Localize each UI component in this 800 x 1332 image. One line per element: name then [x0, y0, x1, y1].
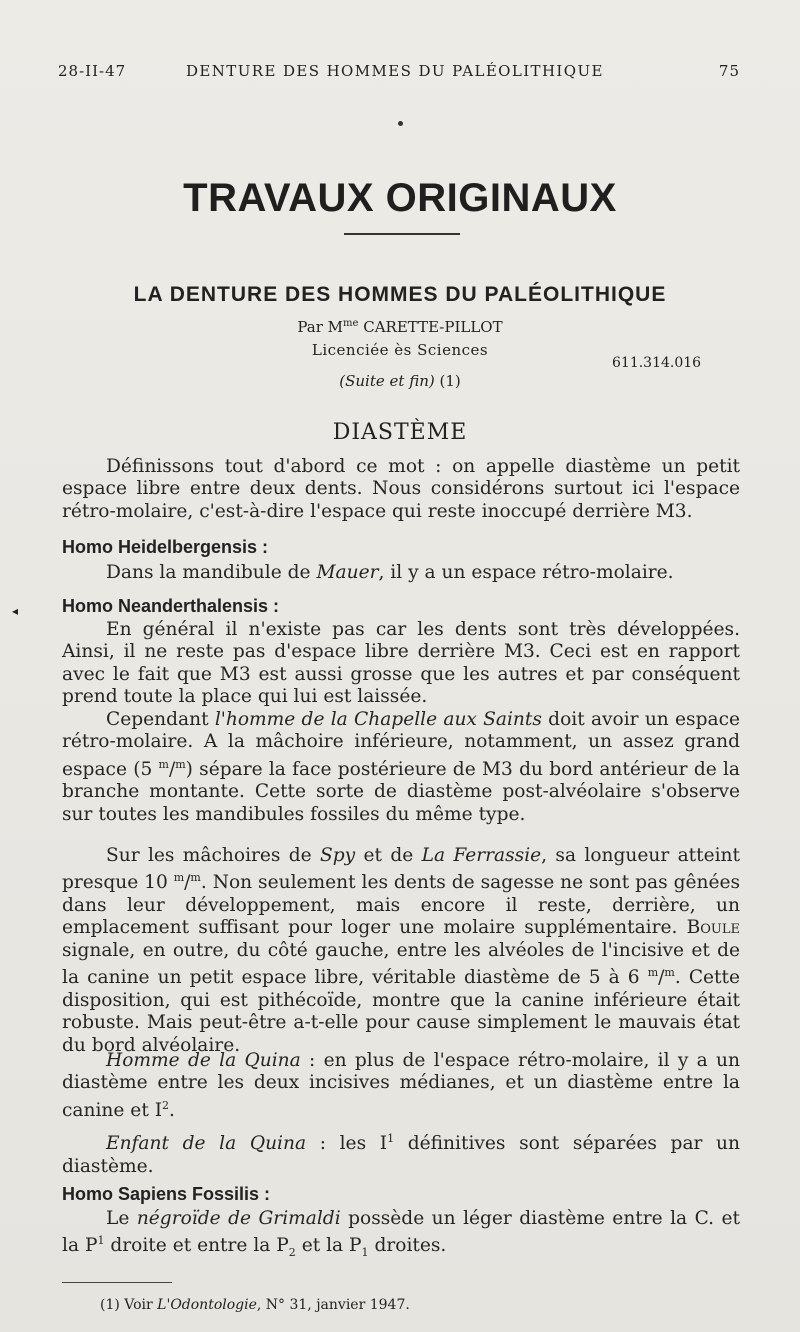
text-run: : en plus de l'espace rétro-molaire, il y a un diastème entre les deux incisives médianes, et un diastème entre la canine et I [62, 1050, 740, 1121]
italic-run: Enfant de la Quina [106, 1133, 307, 1155]
unit-sup: m [173, 871, 185, 885]
unit-slash: / [168, 759, 176, 780]
text-run: ) sépare la face postérieure de M3 du bord antérieur de la branche montante. Cette sorte de diastème post-alvéolaire s'observe sur toutes les mandibules fossiles du même type. [62, 759, 740, 825]
text-run: . Cette disposition, qui est pithécoïde, montre que la canine inférieure était robuste. Mais peut-être a-t-elle pour cause simplement le mauvais état du bord alvéolaire. [62, 967, 740, 1056]
author-name: CARETTE-PILLOT [358, 318, 503, 336]
text-run: . Non seulement les dents de sagesse ne sont pas gênées dans leur développement, mais encore il reste, derrière, un emplacement suffisant pour loger une molaire supplémentaire. [62, 872, 740, 939]
paragraph-homme-quina [62, 1050, 740, 1122]
text-run: et de [355, 845, 422, 866]
unit-slash: / [658, 967, 665, 989]
text-run: , il y a un espace rétro-molaire. [378, 562, 674, 583]
ornament-dot [398, 121, 403, 126]
italic-run: Spy [320, 845, 356, 866]
paragraph-text [62, 1050, 740, 1122]
article-title: LA DENTURE DES HOMMES DU PALÉOLITHIQUE [133, 283, 667, 306]
text-run: Sur les mâchoires de [106, 845, 321, 866]
paragraph-text: Définissons tout d'abord ce mot : on appelle diastème un petit espace libre entre deux dents. Nous considérons surtout ici l'espace rétro-molaire, c'est-à-dire l'espace qui reste inoccupé derrière M3. [62, 456, 740, 522]
paragraph-chapelle [62, 709, 740, 826]
footnote [100, 1297, 410, 1313]
subscript: 2 [288, 1246, 296, 1260]
paragraph-neanderthal-general [62, 619, 740, 709]
author-title-sup: me [343, 318, 359, 329]
text-run: Le [106, 1208, 137, 1229]
continuation-footnote-ref: (1) [434, 372, 461, 390]
text-run: , sa longueur atteint presque 10 [62, 845, 740, 894]
paragraph-text [62, 1208, 740, 1265]
italic-run: L'Odontologie [157, 1297, 257, 1313]
superscript: 1 [97, 1234, 105, 1248]
superscript: 1 [387, 1132, 395, 1145]
paragraph-text [62, 562, 740, 584]
title-rule [344, 233, 460, 235]
text-run: signale, en outre, du côté gauche, entre les alvéoles de l'incisive et de la canine un petit espace libre, véritable diastème de 5 à 6 [62, 939, 740, 989]
paragraph-spy-ferrassie [62, 845, 740, 1057]
author-degree: Licenciée ès Sciences [311, 341, 489, 359]
footnote-number: (1) [100, 1297, 120, 1313]
footnote-rule [62, 1282, 172, 1283]
text-run: et la P [295, 1235, 362, 1257]
author-name-smallcaps: Boule [686, 917, 740, 939]
text-run: , N° 31, janvier 1947. [256, 1297, 410, 1313]
paragraph-definition [62, 456, 740, 523]
text-run: Cependant [106, 709, 215, 730]
italic-run: La Ferrassie [421, 845, 542, 866]
unit-slash: / [184, 872, 191, 894]
text-run: . [169, 1100, 175, 1121]
subheading-neanderthalensis: Homo Neanderthalensis : [62, 596, 280, 616]
continuation-text: (Suite et fin) [339, 372, 435, 390]
section-title: TRAVAUX ORIGINAUX [183, 176, 617, 220]
subheading-sapiens-fossilis: Homo Sapiens Fossilis : [62, 1184, 271, 1204]
text-run: définitives sont séparées par un diastème. [62, 1133, 741, 1177]
text-run: Voir [119, 1297, 158, 1313]
paragraph-text [62, 1128, 740, 1178]
unit-sup: m [158, 757, 169, 771]
italic-run: Homme de la Quina [106, 1050, 301, 1071]
text-run: Dans la mandibule de [106, 562, 317, 583]
running-head-title: DENTURE DES HOMMES DU PALÉOLITHIQUE [186, 62, 604, 80]
paragraph-grimaldi [62, 1208, 740, 1265]
section-heading: DIASTÈME [332, 420, 468, 445]
text-run: : les I [306, 1133, 388, 1155]
text-run: droite et entre la P [104, 1235, 289, 1257]
subheading-heidelbergensis: Homo Heidelbergensis : [62, 537, 269, 557]
paragraph-text [62, 845, 740, 1057]
text-run: droites. [368, 1235, 447, 1257]
unit-sup: m [190, 871, 201, 885]
classification-number: 611.314.016 [612, 355, 702, 371]
subscript: 1 [361, 1246, 369, 1260]
italic-run: Mauer [316, 562, 379, 583]
unit-sup: m [175, 757, 186, 771]
margin-mark: ◂ [12, 604, 19, 618]
page-number: 75 [718, 62, 740, 80]
paragraph-text [62, 709, 740, 826]
author-prefix: Par M [297, 318, 344, 336]
paragraph-text: En général il n'existe pas car les dents sont très développées. Ainsi, il ne reste pas d'espace libre derrière M3. Ceci est en rapport avec le fait que M3 est aussi grosse que les autres et par conséquent prend toute la place qui lui est laissée. [62, 619, 740, 708]
continuation-note [0, 372, 800, 390]
paragraph-mauer [62, 562, 740, 584]
running-head-date: 28-II-47 [58, 62, 127, 80]
unit-sup: m [664, 966, 675, 980]
author-line [0, 318, 800, 336]
paragraph-enfant-quina [62, 1128, 740, 1178]
italic-run: l'homme de la Chapelle aux Saints [214, 709, 542, 730]
unit-sup: m [647, 966, 659, 980]
italic-run: négroïde de Grimaldi [136, 1208, 341, 1229]
text-run: doit avoir un espace rétro-molaire. A la mâchoire inférieure, notamment, un assez grand espace (5 [62, 709, 740, 780]
text-run: possède un léger diastème entre la C. et la P [62, 1208, 741, 1257]
superscript: 2 [162, 1098, 170, 1112]
